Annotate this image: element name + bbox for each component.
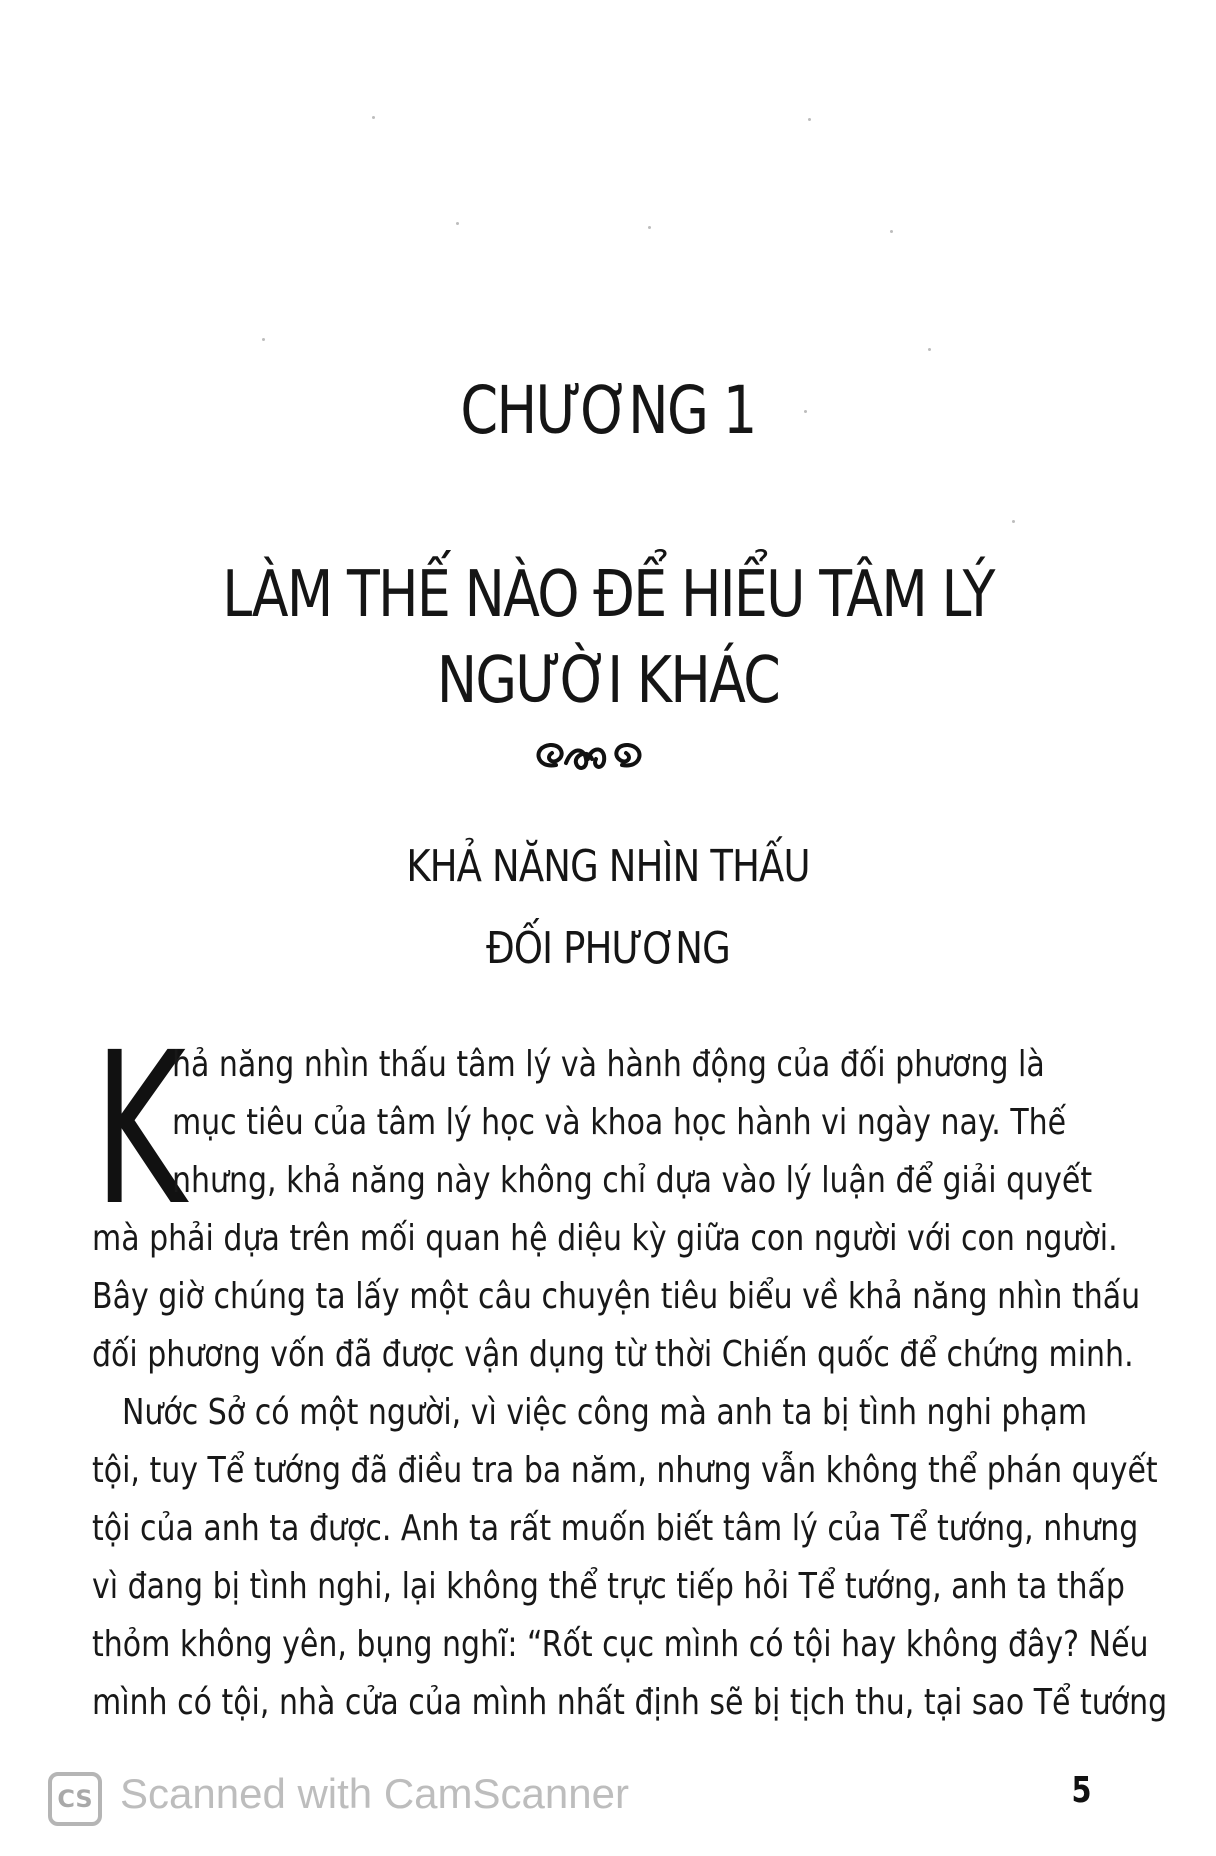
text-line: mục tiêu của tâm lý học và khoa học hành vi ngày nay. Thế	[171, 1102, 1067, 1143]
camscanner-logo-icon: CS	[48, 1772, 102, 1826]
paragraph-2	[92, 1384, 1168, 1732]
text-line: nhưng, khả năng này không chỉ dựa vào lý luận để giải quyết	[171, 1160, 1093, 1201]
ornament-flourish-icon	[526, 735, 652, 779]
chapter-title-line-2: NGƯỜI KHÁC	[436, 644, 780, 718]
chapter-label: CHƯƠNG 1	[460, 372, 756, 449]
scan-speckle	[928, 348, 931, 351]
paragraph-1-rest	[92, 1210, 1141, 1384]
scan-speckle	[648, 226, 651, 229]
scan-speckle	[262, 338, 265, 341]
chapter-title-line-1: LÀM THẾ NÀO ĐỂ HIỂU TÂM LÝ	[222, 558, 994, 632]
text-line: mà phải dựa trên mối quan hệ diệu kỳ giữa con người với con người.	[92, 1218, 1118, 1259]
section-title	[265, 826, 950, 990]
section-title-line-2: ĐỐI PHƯƠNG	[486, 923, 730, 974]
scan-speckle	[890, 230, 893, 233]
text-line: tội, tuy Tể tướng đã điều tra ba năm, nhưng vẫn không thể phán quyết	[92, 1450, 1158, 1491]
text-line: thỏm không yên, bụng nghĩ: “Rốt cục mình có tội hay không đây? Nếu	[92, 1624, 1149, 1665]
scanner-watermark: Scanned with CamScanner	[120, 1770, 629, 1817]
text-line: Nước Sở có một người, vì việc công mà anh ta bị tình nghi phạm	[121, 1392, 1088, 1433]
text-line: vì đang bị tình nghi, lại không thể trực tiếp hỏi Tể tướng, anh ta thấp	[92, 1566, 1125, 1607]
drop-cap-letter: K	[94, 1007, 190, 1252]
paragraph-1-dropcap-lines	[92, 1036, 1093, 1210]
body-text	[92, 1036, 1168, 1732]
text-line: đối phương vốn đã được vận dụng từ thời Chiến quốc để chứng minh.	[92, 1334, 1134, 1375]
scan-speckle	[808, 118, 811, 121]
scan-speckle	[456, 222, 459, 225]
scan-speckle	[372, 116, 375, 119]
scan-speckle	[1012, 520, 1015, 523]
chapter-title	[215, 552, 1001, 724]
text-line: Bây giờ chúng ta lấy một câu chuyện tiêu biểu về khả năng nhìn thấu	[92, 1276, 1141, 1317]
section-title-line-1: KHẢ NĂNG NHÌN THẤU	[406, 841, 810, 892]
page-number: 5	[1071, 1770, 1092, 1811]
text-line: tội của anh ta được. Anh ta rất muốn biết tâm lý của Tể tướng, nhưng	[92, 1508, 1139, 1549]
text-line: mình có tội, nhà cửa của mình nhất định sẽ bị tịch thu, tại sao Tể tướng	[92, 1682, 1168, 1723]
text-line: hả năng nhìn thấu tâm lý và hành động của đối phương là	[171, 1044, 1045, 1085]
